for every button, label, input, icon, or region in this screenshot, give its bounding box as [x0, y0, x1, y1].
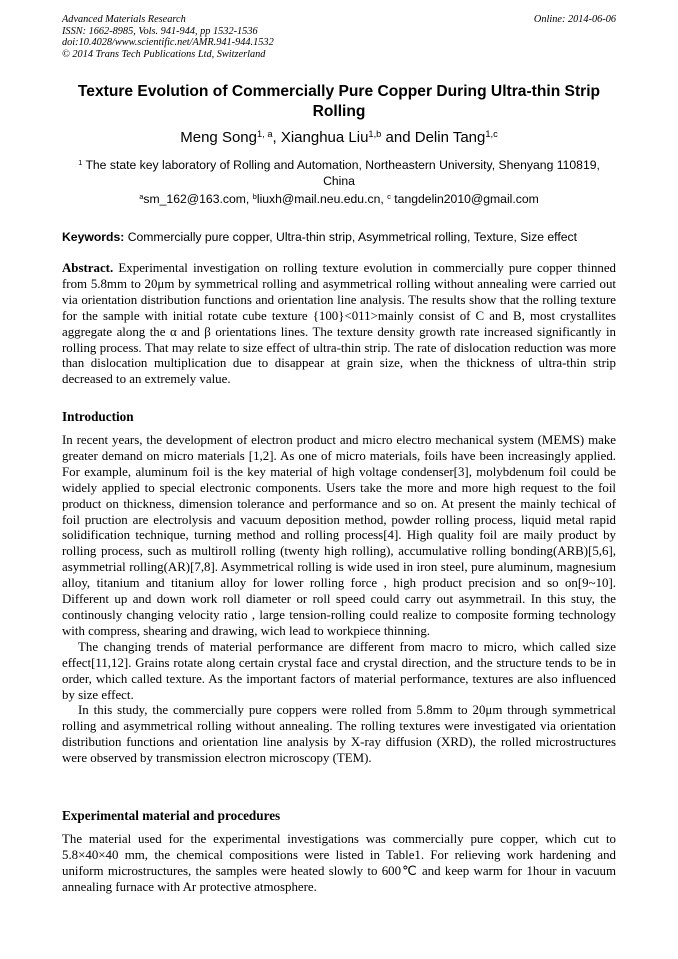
- paragraph: In recent years, the development of electron product and micro electro mechanical system (MEMS) make greater demand on micro materials [1,2]. As one of micro materials, foils have been increasingly applied. For example, aluminum foil is the key material of high voltage condenser[3], molybdenum foil could be widely applied to special electronic components. Users take the more and more high request to the foil product on thickness, dimension tolerance and performance and so on. At present the mainly techical of foil pruction are electrolysis and vacuum deposition method, powder rolling process, liquid metal rapid solidification technique, turning method and rolling process[4]. High quality foil are maily product by rolling process, such as multiroll rolling (twenty high rolling), accumulative rolling bonding(ARB)[5,6], asymmetrial rolling(AR)[7,8]. Asymmetrical rolling is wide used in iron steel, pure aluminum, magnesium alloy, titanium and titanium alloy for lower rolling force , high product precision and so on[9~10]. Different up and down work roll diameter or roll speed could carry out asymmetrail. In this stuy, the continously changing velocity ratio , large tension-rolling could realize to composite forming technology with compress, shearing and drawing, wich lead to workpiece thinning.: [62, 433, 616, 638]
- keywords-label: Keywords:: [62, 230, 125, 244]
- author-separator: ,: [272, 129, 281, 146]
- online-date: Online: 2014-06-06: [533, 14, 616, 25]
- journal-name: Advanced Materials Research: [62, 14, 186, 25]
- doi-line: doi:10.4028/www.scientific.net/AMR.941-944.1532: [62, 37, 274, 49]
- keywords: [62, 229, 616, 245]
- section-heading-introduction: Introduction: [62, 409, 134, 424]
- abstract-text: Experimental investigation on rolling texture evolution in commercially pure copper thinned from 5.8mm to 20μm by symmetrical rolling and asymmetrical rolling without annealing were carried out via orientation distribution functions and orientation line analysis. The results show that the rolling texture for the sample with initial rotate cube texture {100}<011>mainly consist of C and B, most crystallites aggregate along the α and β orientations lines. The texture density growth rate increased significantly in rolling process. That may relate to size effect of ultra-thin strip. The rate of dislocation reduction was more than dislocation multiplication due to disappear at grain size, when the thickness of ultra-thin strip decreased to an extremely value.: [62, 261, 616, 387]
- author-name: Meng Song: [180, 129, 257, 146]
- paragraph: In this study, the commercially pure coppers were rolled from 5.8mm to 20μm through symmetrical rolling and asymmetrical rolling without annealing. The rolling textures were investigated via orientation distribution functions and orientation line analysis by X-ray diffusion (XRD), the rolled microstructures were observed by transmission electron microscopy (TEM).: [62, 703, 616, 766]
- email-superscript: a: [139, 191, 144, 201]
- affiliation-text: The state key laboratory of Rolling and Automation, Northeastern University, Shenyang 110819, China: [82, 158, 600, 188]
- issn-line: ISSN: 1662-8985, Vols. 941-944, pp 1532-1536: [62, 25, 258, 37]
- journal-header: [62, 14, 274, 60]
- author-name: Xianghua Liu: [280, 129, 369, 146]
- author-separator: and: [381, 129, 415, 146]
- keywords-text: Commercially pure copper, Ultra-thin strip, Asymmetrical rolling, Texture, Size effect: [124, 230, 577, 244]
- affiliation: [62, 157, 616, 189]
- email-text: liuxh@mail.neu.edu.cn,: [256, 192, 388, 206]
- email-text: sm_162@163.com,: [143, 192, 253, 206]
- email-superscript: c: [387, 191, 391, 201]
- experimental-body: [62, 832, 616, 896]
- author-emails: [62, 191, 616, 207]
- affiliation-superscript: 1: [78, 157, 83, 167]
- abstract: [62, 261, 616, 388]
- author-superscript: 1,b: [368, 128, 382, 139]
- email-superscript: b: [252, 191, 257, 201]
- introduction-body: [62, 433, 616, 767]
- author-list: [62, 128, 616, 148]
- abstract-label: Abstract.: [62, 261, 114, 275]
- author-superscript: 1,c: [485, 128, 498, 139]
- author-name: Delin Tang: [414, 129, 486, 146]
- paragraph: The changing trends of material performance are different from macro to micro, which called size effect[11,12]. Grains rotate along certain crystal face and crystal direction, and the structure tends to be in order, which called texture. As the important factors of material performance, textures are also influenced by size effect.: [62, 639, 616, 702]
- copyright-line: © 2014 Trans Tech Publications Ltd, Switzerland: [62, 48, 266, 60]
- paper-title: Texture Evolution of Commercially Pure Copper During Ultra-thin Strip Rolling: [77, 83, 601, 120]
- section-heading-experimental: Experimental material and procedures: [62, 808, 281, 823]
- author-superscript: 1, a: [256, 128, 273, 139]
- email-text: tangdelin2010@gmail.com: [390, 192, 539, 206]
- paragraph: The material used for the experimental investigations was commercially pure copper, which cut to 5.8×40×40 mm, the chemical compositions were listed in Table1. For relieving work hardening and uniform microstructures, the samples were heated slowly to 600℃ and keep warm for 1hour in vacuum annealing furnace with Ar protective atmosphere.: [62, 832, 616, 894]
